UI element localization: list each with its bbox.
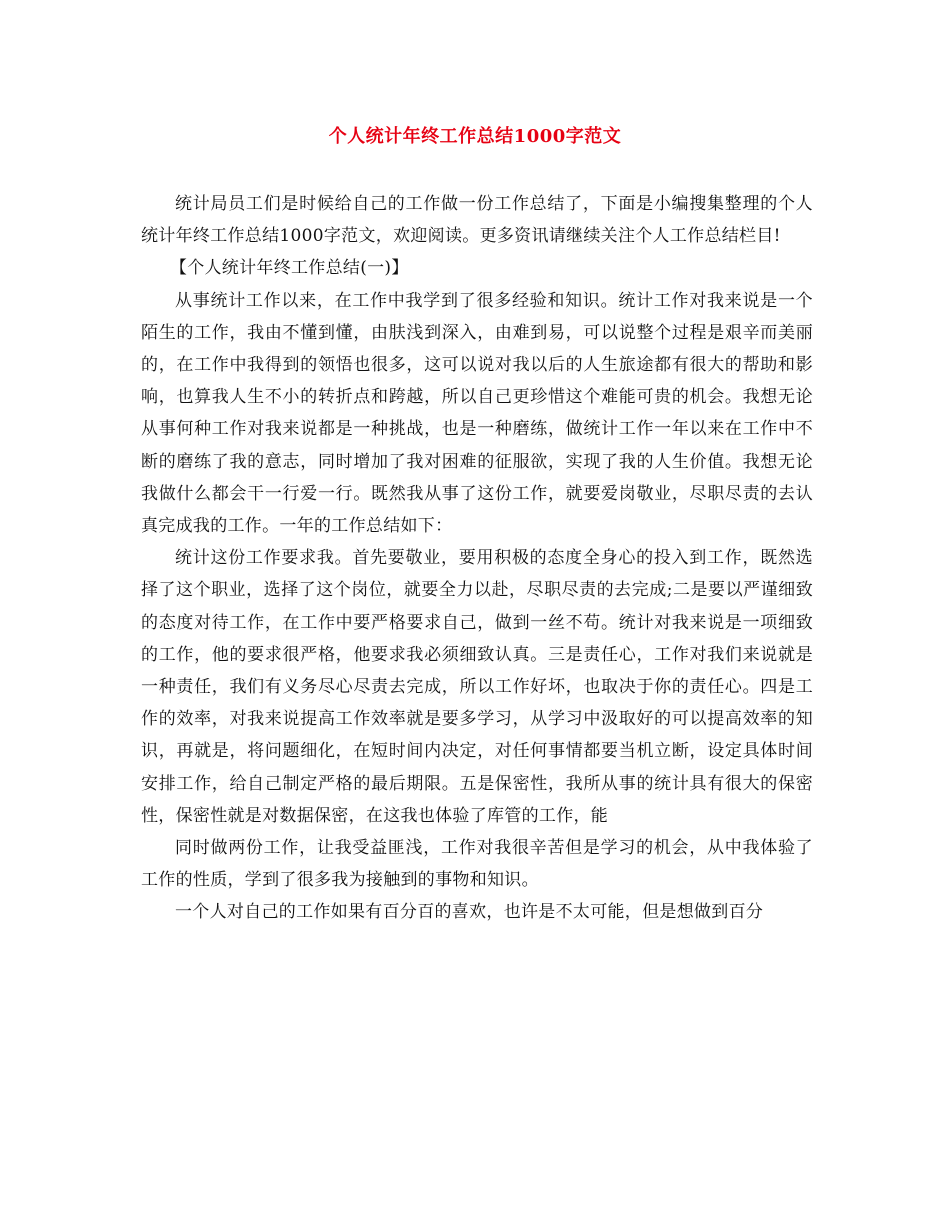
body-paragraph: 统计这份工作要求我。首先要敬业，要用积极的态度全身心的投入到工作，既然选择了这个职业，选择了这个岗位，就要全力以赴，尽职尽责的去完成;二是要以严谨细致的态度对待工作，在工作中要严格要求自己，做到一丝不苟。统计对我来说是一项细致的工作，他的要求很严格，他要求我必须细致认真。三是责任心，工作对我们来说就是一种责任，我们有义务尽心尽责去完成，所以工作好坏，也取决于你的责任心。四是工作的效率，对我来说提高工作效率就是要多学习，从学习中汲取好的可以提高效率的知识，再就是，将问题细化，在短时间内决定，对任何事情都要当机立断，设定具体时间安排工作，给自己制定严格的最后期限。五是保密性，我所从事的统计具有很大的保密性，保密性就是对数据保密，在这我也体验了库管的工作，能 xyxy=(141,548,813,826)
body-paragraph: 同时做两份工作，让我受益匪浅，工作对我很辛苦但是学习的机会，从中我体验了工作的性质，学到了很多我为接触到的事物和知识。 xyxy=(141,838,813,891)
document-body xyxy=(141,188,813,929)
section-heading: 【个人统计年终工作总结(一)】 xyxy=(169,258,409,279)
body-paragraph: 一个人对自己的工作如果有百分百的喜欢，也许是不太可能，但是想做到百分 xyxy=(175,902,764,923)
intro-paragraph: 统计局员工们是时候给自己的工作做一份工作总结了，下面是小编搜集整理的个人统计年终工作总结1000字范文，欢迎阅读。更多资讯请继续关注个人工作总结栏目! xyxy=(141,194,813,247)
body-paragraph: 从事统计工作以来，在工作中我学到了很多经验和知识。统计工作对我来说是一个陌生的工作，我由不懂到懂，由肤浅到深入，由难到易，可以说整个过程是艰辛而美丽的，在工作中我得到的领悟也很多，这可以说对我以后的人生旅途都有很大的帮助和影响，也算我人生不小的转折点和跨越，所以自己更珍惜这个难能可贵的机会。我想无论从事何种工作对我来说都是一种挑战，也是一种磨练，做统计工作一年以来在工作中不断的磨练了我的意志，同时增加了我对困难的征服欲，实现了我的人生价值。我想无论我做什么都会干一行爱一行。既然我从事了这份工作，就要爱岗敬业，尽职尽责的去认真完成我的工作。一年的工作总结如下： xyxy=(141,290,813,537)
document-title: 个人统计年终工作总结1000字范文 xyxy=(328,126,622,147)
